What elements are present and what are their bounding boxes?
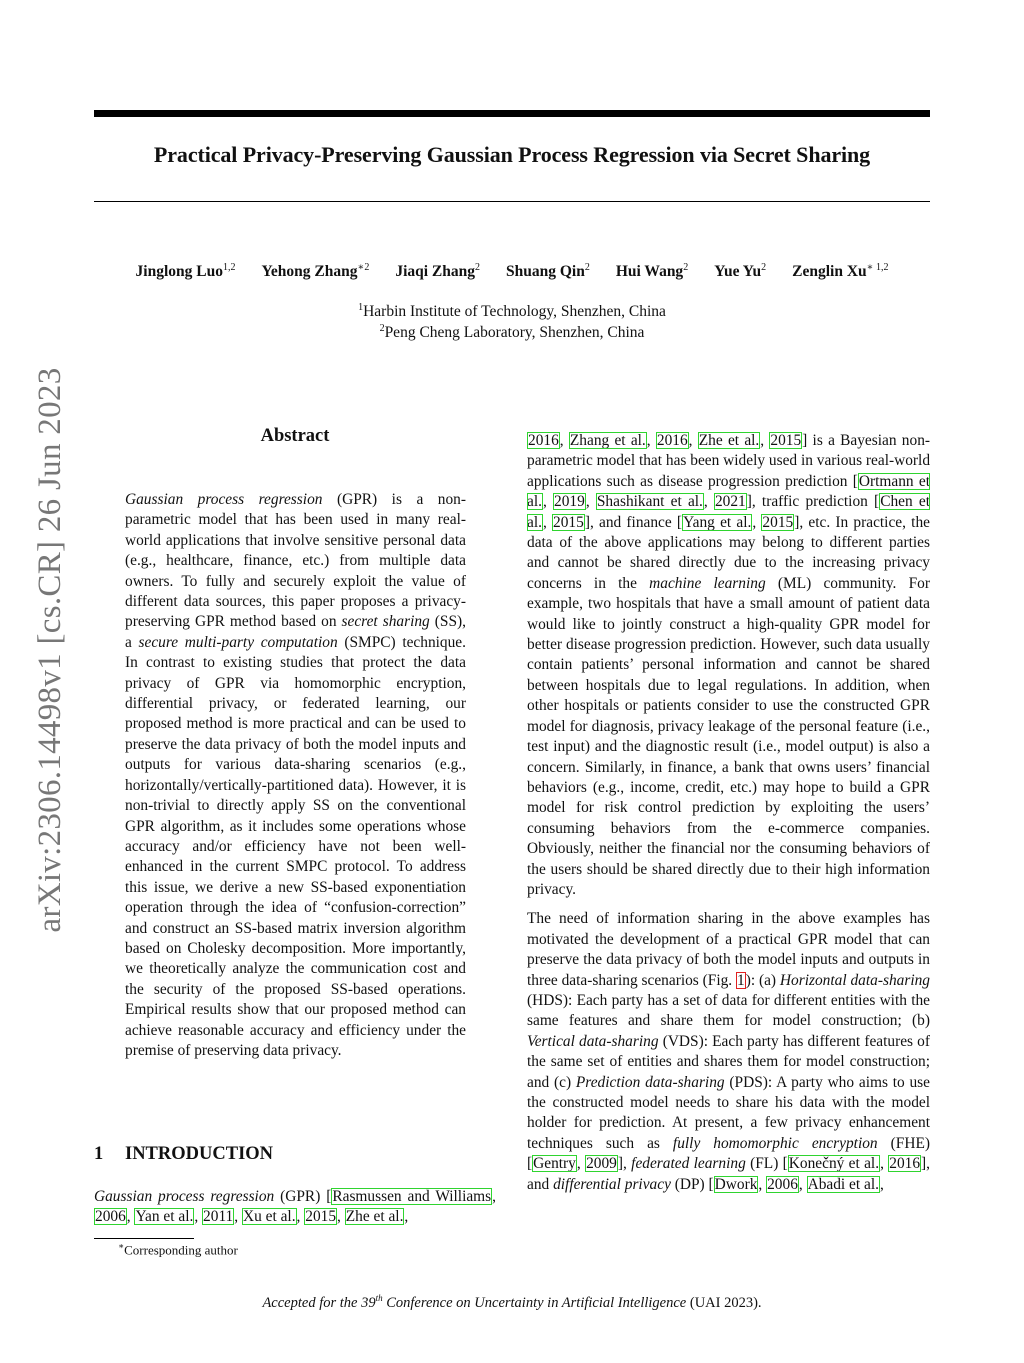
author-list	[60, 262, 964, 281]
citation-link[interactable]: 2006	[95, 1208, 126, 1226]
abstract-text: Gaussian process regression (GPR) is a non-parametric model that has been used in many real-world applications that involve sensitive personal data (e.g., healthcare, finance, etc.) from multiple data owners. To fully and securely exploit the value of different data sources, this paper proposes a privacy-preserving GPR method based on secret sharing (SS), a secure multi-party computation (SMPC) technique. In contrast to existing studies that protect the data privacy of GPR via homomorphic encryption, differential privacy, or federated learning, our proposed method is more practical and can be used to preserve the data privacy of both the model inputs and outputs for various data-sharing scenarios (e.g., horizontally/vertically-partitioned data). However, it is non-trivial to directly apply SS on the conventional GPR algorithm, as it includes some operations whose accuracy and/or efficiency have not been well-enhanced in the current SMPC protocol. To address this issue, we derive a new SS-based exponentiation operation through the idea of “confusion-correction” and construct an SS-based matrix inversion algorithm based on Cholesky decomposition. More importantly, we theoretically analyze the communication cost and the security of the proposed SS-based operations. Empirical results show that our proposed method can achieve reasonable accuracy and efficiency under the premise of preserving data privacy.	[125, 491, 467, 1059]
author: Shuang Qin$^2$	[506, 262, 590, 281]
author: Jinglong Luo$^{1,2}$	[135, 262, 236, 281]
citation-link[interactable]: 2015	[762, 513, 794, 531]
figure-ref-link[interactable]: 1	[737, 971, 745, 989]
citation-link[interactable]: Xu et al.	[242, 1208, 296, 1226]
arxiv-identifier[interactable]: arXiv:2306.14498v1 [cs.CR] 26 Jun 2023	[32, 367, 68, 933]
citation-link[interactable]: 2015	[553, 513, 584, 531]
citation-link[interactable]: 2009	[586, 1155, 617, 1173]
citation-link[interactable]: Ortmann et al.	[527, 472, 930, 511]
author: Hui Wang$^2$	[615, 262, 689, 281]
author: Yue Yu$^2$	[714, 262, 767, 281]
paragraph: The need of information sharing in the above examples has motivated the development of a practical GPR model that can preserve the data privacy of both the model inputs and outputs in three data-sharing scenarios (Fig. 1): (a) Horizontal data-sharing (HDS): Each party has a set of data for different entities with the same features and share them for model construction; (b) Vertical data-sharing (VDS): Each party has different features of the same set of entities and shares them for model construction; and (c) Prediction data-sharing (PDS): A party who aims to use the constructed model needs to share his data with the model holder for prediction. At present, a few privacy enhancement techniques such as fully homomorphic encryption (FHE) [Gentry, 2009], federated learning (FL) [Konečný et al., 2016], and differential privacy (DP) [Dwork, 2006, Abadi et al.,	[527, 910, 931, 1193]
citation-link[interactable]: Zhe et al.	[698, 432, 760, 449]
affiliation: $^2$Peng Cheng Laboratory, Shenzhen, China	[379, 323, 645, 342]
citation-link[interactable]: Zhang et al.	[569, 432, 646, 449]
citation-link[interactable]: 2016	[889, 1155, 921, 1173]
author: Yehong Zhang$^{∗2}$	[261, 262, 370, 281]
citation-link[interactable]: 2016	[528, 432, 559, 449]
conference-footer: Accepted for the 39th Conference on Uncertainty in Artificial Intelligence (UAI 2023).	[262, 1293, 762, 1311]
footnote: ∗Corresponding author	[118, 1241, 238, 1258]
citation-link[interactable]: Rasmussen and Williams	[332, 1188, 492, 1205]
author: Jiaqi Zhang$^2$	[395, 262, 480, 281]
title-rule	[94, 201, 930, 202]
citation-link[interactable]: 2011	[203, 1208, 234, 1226]
citation-link[interactable]: Konečný et al.	[788, 1155, 880, 1173]
citation-link[interactable]: Yan et al.	[135, 1208, 194, 1226]
right-column	[527, 431, 930, 1195]
citation-link[interactable]: Gentry	[533, 1155, 576, 1173]
citation-link[interactable]: Dwork	[714, 1175, 758, 1193]
author: Zenglin $Xu^{∗ 1,2}$	[792, 262, 889, 281]
abstract-heading: Abstract	[260, 426, 330, 446]
citation-link[interactable]: 2015	[305, 1208, 337, 1226]
citation-link[interactable]: Chen et al.	[527, 493, 930, 531]
footnote-rule	[94, 1238, 194, 1239]
citation-link[interactable]: 2021	[714, 493, 746, 511]
intro-text: Gaussian process regression (GPR) [Rasmussen and Williams, 2006, Yan et al., 2011, Xu et al., 2015, Zhe et al.,	[94, 1188, 496, 1226]
citation-link[interactable]: 2016	[656, 432, 688, 449]
affiliation: $^1$Harbin Institute of Technology, Shenzhen, China	[358, 302, 666, 321]
citation-link[interactable]: Abadi et al.	[807, 1175, 879, 1193]
citation-link[interactable]: Zhe et al.	[345, 1208, 404, 1226]
citation-link[interactable]: 2015	[770, 432, 802, 449]
paper-title: Practical Privacy-Preserving Gaussian Process Regression via Secret Sharing	[153, 142, 871, 167]
citation-link[interactable]: 2006	[767, 1175, 798, 1193]
top-rule	[94, 110, 930, 117]
citation-link[interactable]: Shashikant et al.	[596, 493, 703, 511]
citation-link[interactable]: Yang et al.	[683, 513, 752, 531]
citation-link[interactable]: 2019	[554, 493, 585, 511]
paragraph: 2016, Zhang et al., 2016, Zhe et al., 2015] is a Bayesian non-parametric model that has been widely used in various real-world applications such as disease progression prediction [Ortmann et al., 2019, Shashikant et al., 2021], traffic prediction [Chen et al., 2015], and finance [Yang et al., 2015], etc. In practice, the data of the above applications may belong to different parties and cannot be shared directly due to the increasing privacy concerns in the machine learning (ML) community. For example, two hospitals that have a small amount of patient data would like to jointly construct a high-quality GPR model for better disease progression prediction. However, such data usually contain patients’ personal information and cannot be shared between hospitals due to legal regulations. In addition, when other hospitals or patients consider to use the constructed GPR model for diagnosis, privacy leakage of the personal feature (i.e., test input) and the diagnostic result (i.e., model output) is also a concern. Similarly, in finance, a bank that owns users’ financial behaviors (e.g., income, credit, etc.) may hope to build a GPR model for risk control prediction by exploiting the users’ consuming behaviors from the e-commerce companies. Obviously, neither the financial nor the consuming behaviors of the users should be shared directly due to their high information privacy.	[527, 432, 931, 898]
section-heading: 1 INTRODUCTION	[94, 1144, 274, 1164]
